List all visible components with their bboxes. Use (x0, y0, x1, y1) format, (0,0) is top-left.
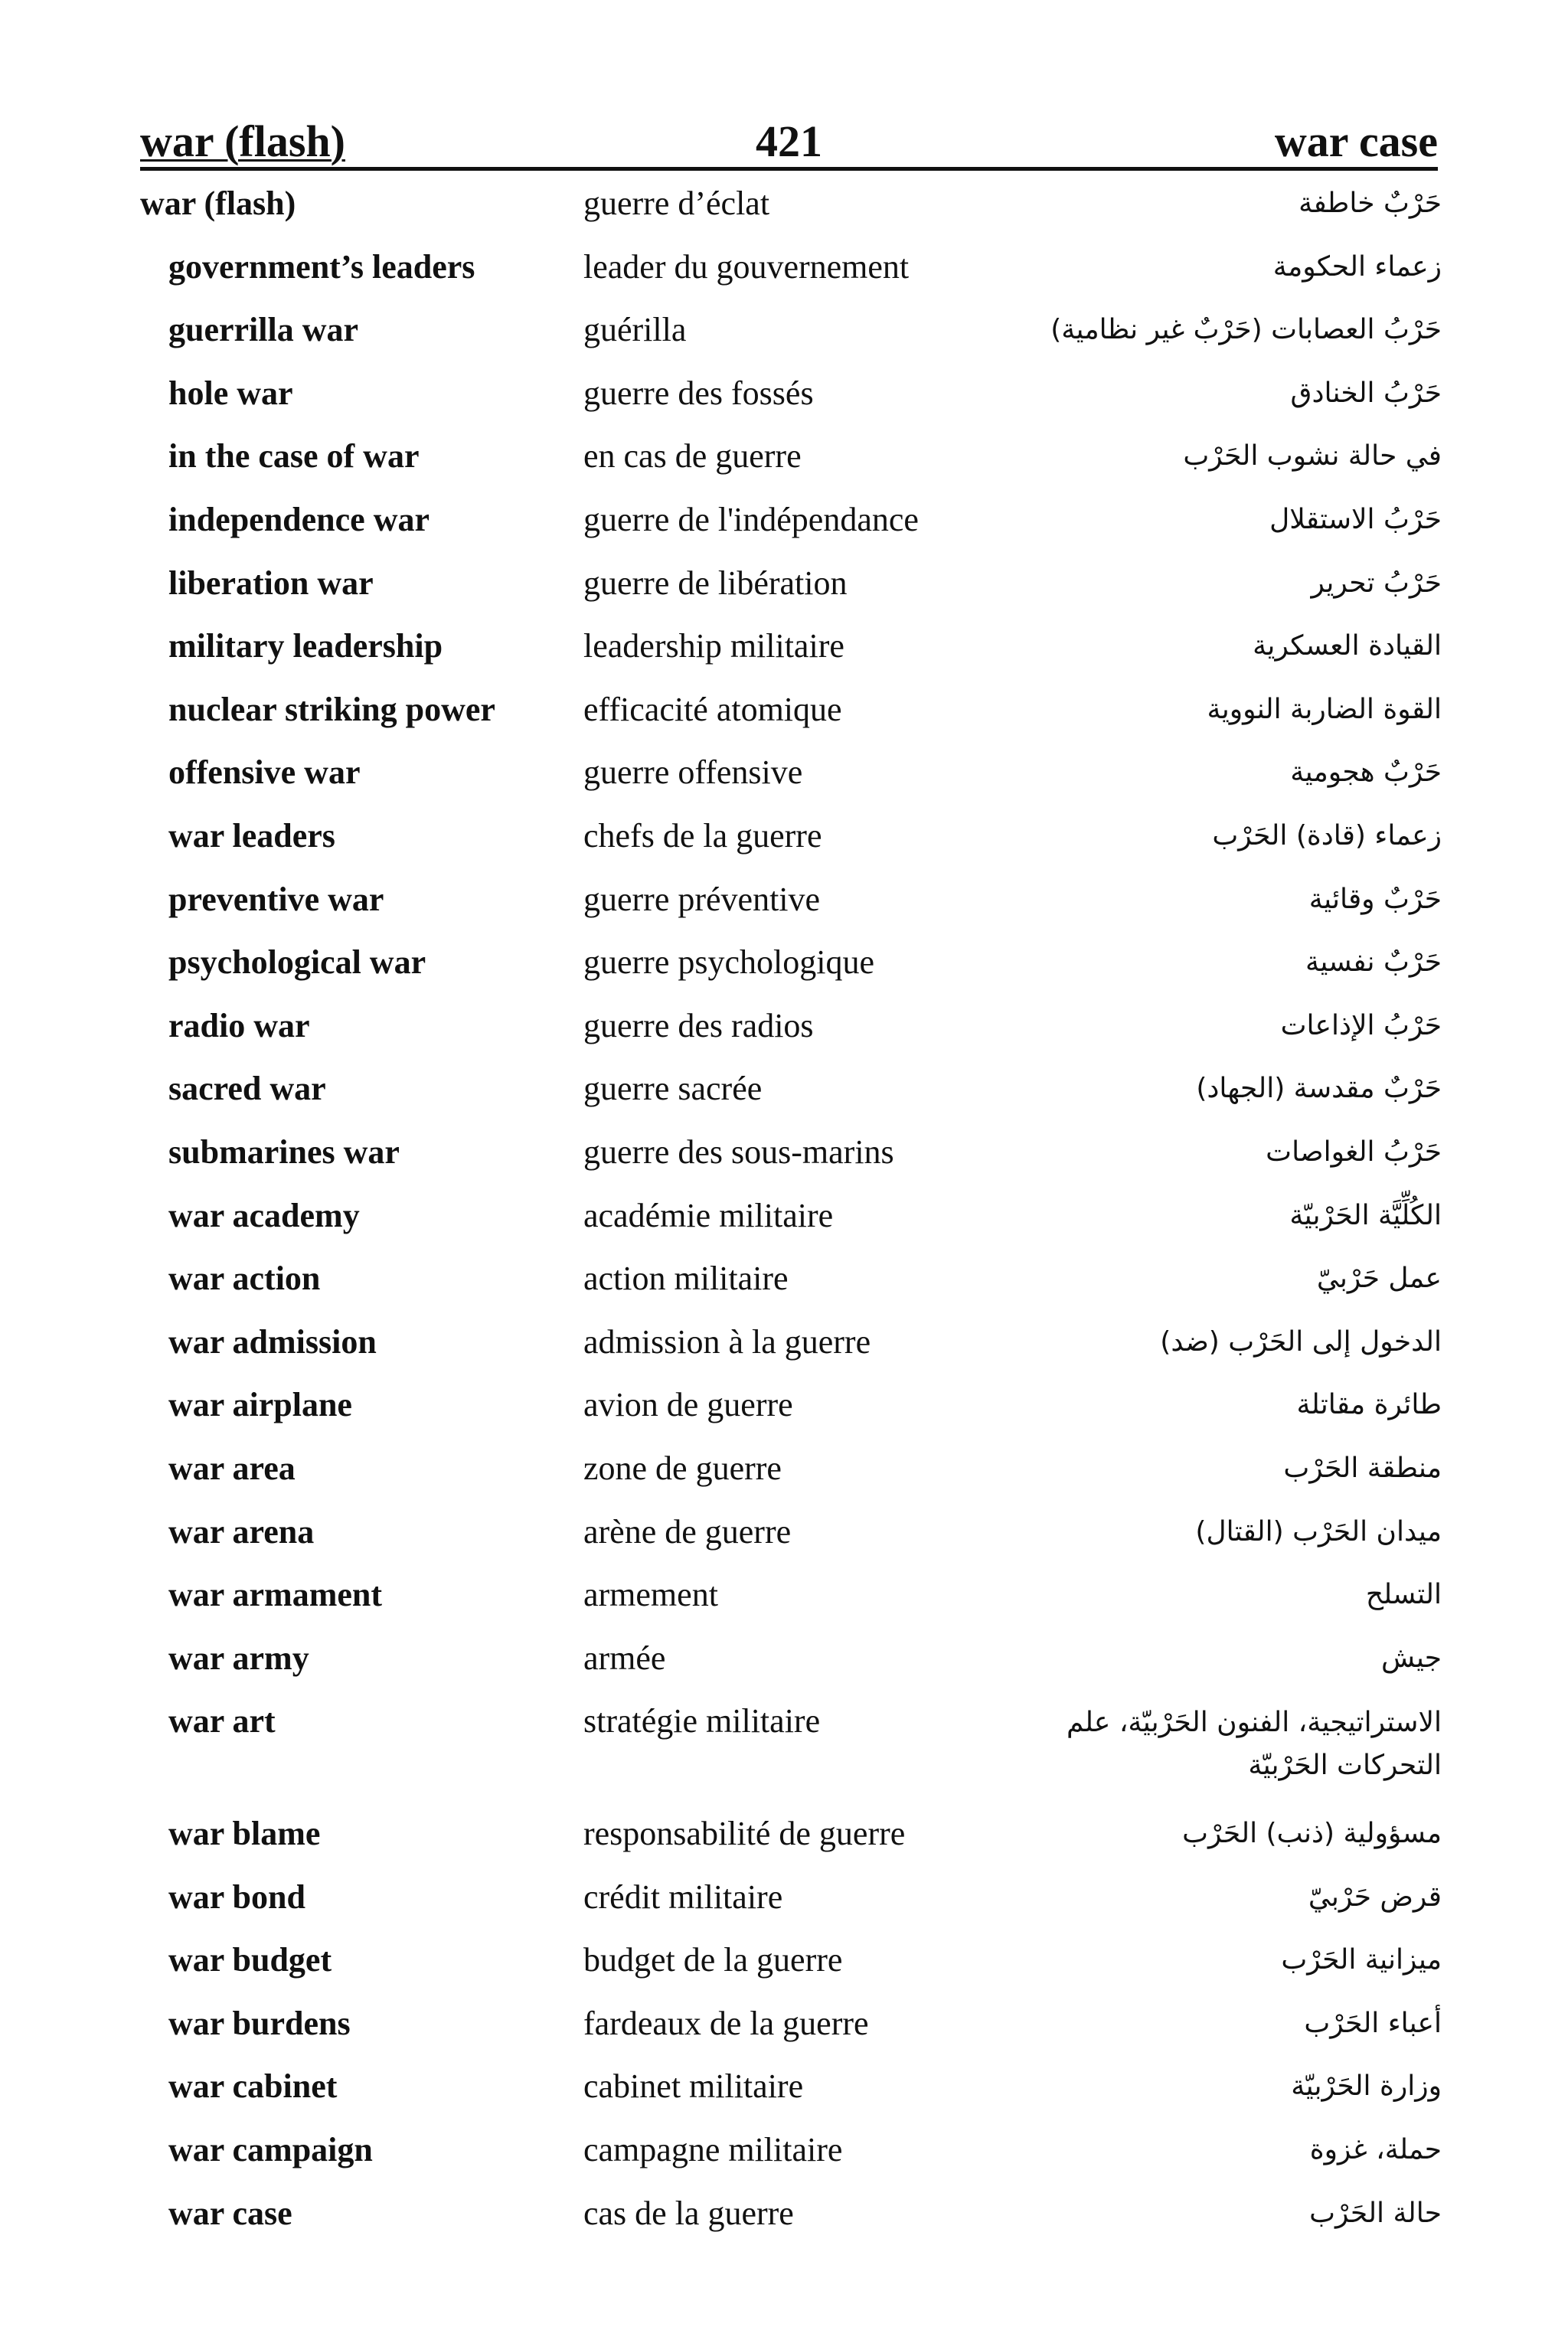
entry-arabic: طائرة مقاتلة (1296, 1389, 1442, 1421)
entry-french: guérilla (583, 311, 687, 349)
entry-english: sacred war (168, 1070, 326, 1108)
entry-arabic: الدخول إلى الحَرْب (ضد) (1160, 1325, 1442, 1358)
entry-english: government’s leaders (168, 247, 475, 286)
entry-french: crédit militaire (583, 1878, 783, 1916)
entry-english: war admission (168, 1322, 377, 1361)
entry-arabic: حملة، غزوة (1309, 2134, 1442, 2165)
entry-arabic: حَرْبُ الإذاعات (1280, 1009, 1442, 1041)
entry-french: armée (583, 1639, 666, 1677)
entry-arabic: حَرْبُ الاستقلال (1269, 504, 1442, 535)
entry-row (0, 1814, 1568, 1875)
entry-french: armement (583, 1576, 718, 1614)
entry-french: arène de guerre (583, 1512, 792, 1551)
entry-english: radio war (168, 1006, 310, 1044)
entry-arabic: قرض حَرْبيّ (1308, 1881, 1442, 1913)
entry-row (0, 310, 1568, 371)
entry-english: war campaign (168, 2131, 373, 2168)
entry-french: budget de la guerre (583, 1941, 843, 1979)
entry-arabic: القوة الضاربة النووية (1207, 693, 1442, 725)
entry-row (0, 1701, 1568, 1782)
entry-row (0, 2194, 1568, 2255)
entry-row (0, 816, 1568, 878)
entry-french: académie militaire (583, 1196, 834, 1234)
entry-english: war budget (168, 1941, 332, 1979)
entry-english: submarines war (168, 1133, 400, 1171)
entry-arabic: ميدان الحَرْب (القتال) (1195, 1515, 1442, 1547)
entry-row (0, 1132, 1568, 1194)
entry-english: war academy (168, 1196, 360, 1234)
entry-french: cabinet militaire (583, 2067, 804, 2106)
entry-english: war armament (168, 1576, 382, 1614)
entry-arabic: حَرْبُ تحرير (1311, 567, 1442, 599)
entry-english: war (flash) (140, 185, 296, 222)
entry-english: war army (168, 1639, 309, 1677)
entry-english: guerrilla war (168, 311, 359, 349)
entry-english: hole war (168, 374, 293, 412)
entry-row (0, 564, 1568, 625)
entry-row (0, 943, 1568, 1004)
entry-french: guerre préventive (583, 880, 821, 918)
entry-french: guerre d’éclat (583, 185, 770, 222)
entry-row (0, 1449, 1568, 1510)
entry-english: psychological war (168, 943, 426, 982)
entry-row (0, 1322, 1568, 1384)
entry-row (0, 1512, 1568, 1574)
header-first-entry: war (flash) (140, 116, 345, 166)
page-header (140, 107, 1438, 171)
entry-arabic: زعماء الحكومة (1272, 250, 1442, 283)
entry-row (0, 1639, 1568, 1700)
entry-english: in the case of war (168, 437, 420, 476)
entry-english: war case (168, 2194, 292, 2232)
entry-french: en cas de guerre (583, 437, 802, 476)
entry-row (0, 184, 1568, 245)
entry-arabic: جيش (1380, 1642, 1442, 1674)
entry-row (0, 1940, 1568, 2002)
entry-english: war cabinet (168, 2067, 338, 2106)
entry-french: responsabilité de guerre (583, 1815, 906, 1852)
entry-row (0, 1878, 1568, 1939)
entry-row (0, 436, 1568, 498)
entry-french: fardeaux de la guerre (583, 2004, 869, 2042)
entry-arabic: حالة الحَرْب (1309, 2197, 1442, 2229)
entry-arabic: عمل حَرْبيّ (1316, 1263, 1442, 1295)
entry-row (0, 1575, 1568, 1636)
entry-french: guerre des sous-marins (583, 1133, 894, 1171)
entry-french: zone de guerre (583, 1449, 782, 1487)
entry-row (0, 2067, 1568, 2128)
entry-english: war arena (168, 1512, 315, 1551)
entry-french: chefs de la guerre (583, 817, 822, 855)
entry-english: liberation war (168, 564, 374, 602)
entry-arabic: وزارة الحَرْبيّة (1291, 2070, 1442, 2103)
entry-arabic: ميزانية الحَرْب (1281, 1944, 1442, 1976)
entry-french: guerre offensive (583, 753, 803, 792)
entry-row (0, 500, 1568, 561)
entry-arabic: حَرْبٌ خاطفة (1298, 188, 1442, 219)
entry-english: nuclear striking power (168, 690, 495, 728)
entry-arabic: القيادة العسكرية (1253, 630, 1442, 662)
entry-row (0, 374, 1568, 435)
entry-french: efficacité atomique (583, 690, 842, 728)
entry-english: war action (168, 1260, 321, 1298)
entry-french: admission à la guerre (583, 1322, 871, 1361)
entry-row (0, 880, 1568, 941)
entry-arabic: حَرْبٌ هجومية (1290, 757, 1442, 789)
entry-arabic: زعماء (قادة) الحَرْب (1212, 820, 1442, 851)
entry-english: war leaders (168, 817, 335, 855)
entry-arabic: التسلح (1365, 1579, 1442, 1611)
entry-arabic: مسؤولية (ذنب) الحَرْب (1182, 1818, 1442, 1849)
page-number: 421 (756, 116, 822, 166)
entry-french: action militaire (583, 1260, 789, 1298)
entry-english: war burdens (168, 2004, 351, 2042)
entry-french: guerre des fossés (583, 374, 814, 412)
entry-french: guerre de libération (583, 564, 848, 602)
entry-english: war art (168, 1702, 276, 1740)
entry-english: war area (168, 1449, 296, 1487)
entry-arabic: منطقة الحَرْب (1283, 1453, 1442, 1484)
entry-row (0, 1259, 1568, 1320)
entry-arabic: حَرْبٌ نفسية (1305, 946, 1442, 979)
entry-french: cas de la guerre (583, 2194, 794, 2232)
entry-french: guerre sacrée (583, 1070, 763, 1108)
entry-row (0, 1196, 1568, 1257)
entry-french: leader du gouvernement (583, 247, 910, 286)
entry-french: guerre des radios (583, 1006, 814, 1044)
entry-english: war airplane (168, 1386, 352, 1424)
entry-row (0, 247, 1568, 309)
entry-row (0, 626, 1568, 688)
entry-row (0, 753, 1568, 814)
entry-row (0, 2004, 1568, 2065)
entry-french: guerre de l'indépendance (583, 501, 919, 538)
entry-arabic: حَرْبٌ وقائية (1308, 883, 1442, 915)
entry-english: preventive war (168, 880, 384, 918)
entry-english: offensive war (168, 753, 361, 792)
entry-arabic: حَرْبُ العصابات (حَرْبٌ غير نظامية) (1050, 314, 1442, 346)
entry-french: leadership militaire (583, 627, 844, 665)
entry-english: independence war (168, 501, 430, 538)
entry-french: campagne militaire (583, 2131, 843, 2168)
entry-row (0, 1006, 1568, 1067)
entry-row (0, 1069, 1568, 1130)
entry-french: guerre psychologique (583, 943, 874, 982)
entry-french: avion de guerre (583, 1386, 793, 1424)
entry-arabic: في حالة نشوب الحَرْب (1183, 440, 1442, 472)
entry-arabic: حَرْبٌ مقدسة (الجهاد) (1196, 1073, 1442, 1105)
entry-arabic: حَرْبُ الخنادق (1290, 377, 1442, 409)
entry-english: war bond (168, 1878, 305, 1916)
entry-row (0, 2130, 1568, 2191)
entry-arabic: حَرْبُ الغواصات (1266, 1136, 1442, 1168)
entry-arabic: الكُلِّيَّة الحَرْبيّة (1289, 1199, 1442, 1231)
header-last-entry: war case (1274, 116, 1438, 166)
entry-english: military leadership (168, 627, 443, 665)
entry-english: war blame (168, 1815, 321, 1852)
entry-french: stratégie militaire (583, 1702, 821, 1740)
entry-row (0, 690, 1568, 751)
entry-row (0, 1385, 1568, 1446)
entry-arabic: أعباء الحَرْب (1304, 2007, 1442, 2039)
entry-arabic: الاستراتيجية، الفنون الحَرْبيّة، علم التحركات الحَرْبيّة (1067, 1707, 1442, 1782)
